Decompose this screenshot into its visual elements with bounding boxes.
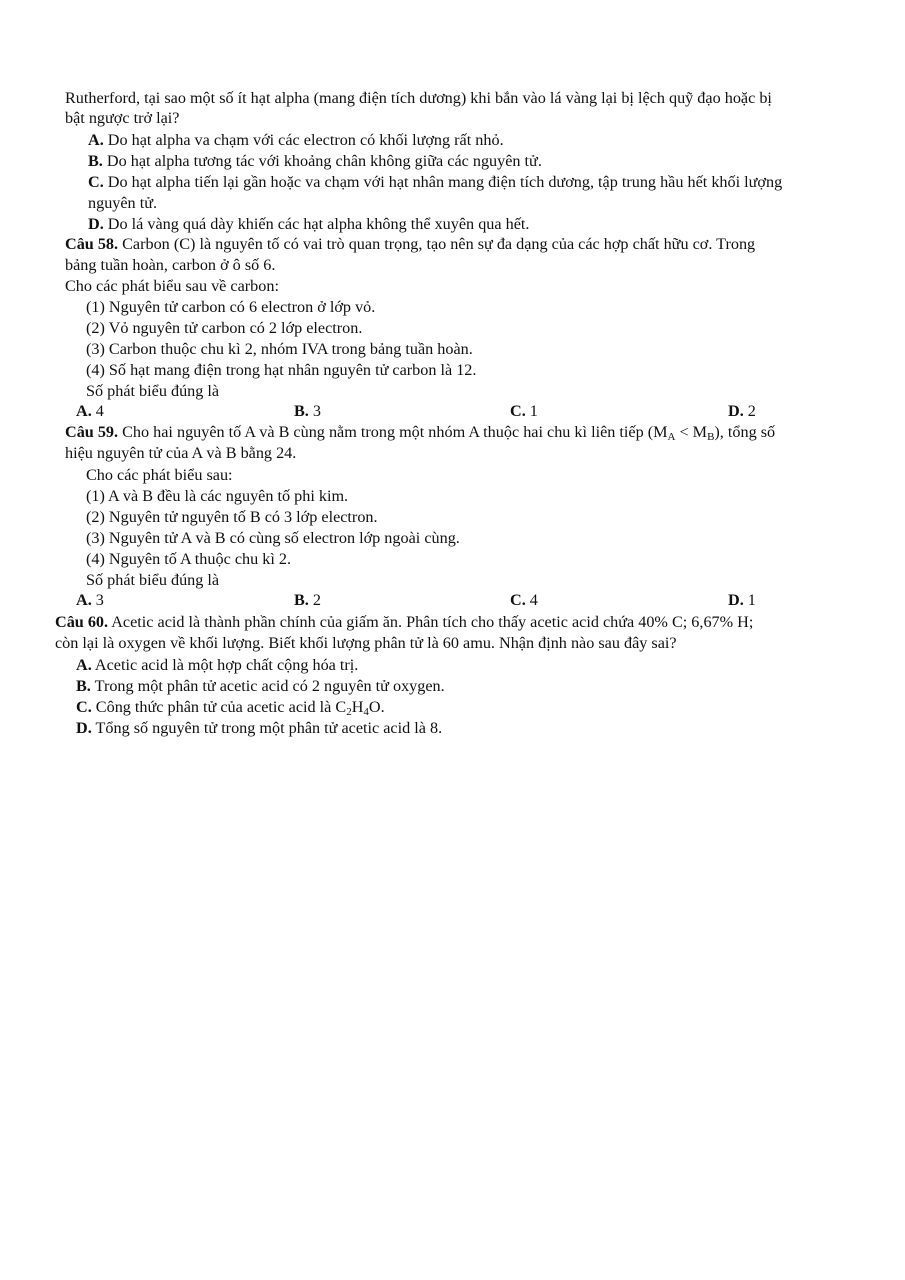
q57-option-b: [88, 151, 542, 171]
option-text: 4: [529, 591, 538, 609]
q58-statement-2: (2) Vỏ nguyên tử carbon có 2 lớp electron.: [86, 319, 363, 337]
option-text: Trong một phân tử acetic acid có 2 nguyên tử oxygen.: [94, 677, 445, 695]
q57-option-c: [88, 172, 782, 192]
q59-prompt: Số phát biểu đúng là: [86, 571, 220, 589]
q58-statement-4: (4) Số hạt mang điện trong hạt nhân nguyên tử carbon là 12.: [86, 361, 477, 379]
q59-stem-text-c: ), tổng số: [714, 423, 776, 441]
subscript-4: 4: [363, 706, 369, 718]
option-label: B.: [88, 152, 103, 170]
option-text: 4: [95, 402, 104, 420]
q57-stem-line-2: bật ngược trở lại?: [65, 109, 180, 127]
q58-option-d: [728, 401, 756, 421]
option-text-b: H: [351, 698, 364, 716]
option-label: D.: [76, 719, 92, 737]
option-text-c: O.: [368, 698, 385, 716]
option-label: C.: [76, 698, 92, 716]
question-number: Câu 60.: [55, 613, 109, 631]
q59-stem-text-b: < M: [675, 423, 708, 441]
option-label: A.: [88, 131, 104, 149]
q58-option-c: [510, 401, 538, 421]
q58-stem-text: Carbon (C) là nguyên tố có vai trò quan trọng, tạo nên sự đa dạng của các hợp chất hữu cơ. Trong: [122, 235, 756, 253]
option-text: Do hạt alpha tương tác với khoảng chân không giữa các nguyên tử.: [106, 152, 542, 170]
option-text: Tổng số nguyên tử trong một phân tử acetic acid là 8.: [95, 719, 443, 737]
option-label: A.: [76, 591, 92, 609]
question-number: Câu 59.: [65, 423, 119, 441]
option-text: Do hạt alpha tiến lại gần hoặc va chạm với hạt nhân mang điện tích dương, tập trung hầu hết khối lượng: [107, 173, 783, 191]
option-text: 3: [95, 591, 104, 609]
option-text-a: Công thức phân tử của acetic acid là C: [95, 698, 347, 716]
option-label: A.: [76, 656, 92, 674]
q59-option-a: [76, 590, 104, 610]
subscript-2: 2: [346, 706, 352, 718]
q60-option-c: [76, 697, 385, 717]
option-text: Acetic acid là một hợp chất cộng hóa trị.: [94, 656, 359, 674]
q59-stem-text-a: Cho hai nguyên tố A và B cùng nằm trong một nhóm A thuộc hai chu kì liên tiếp (M: [122, 423, 668, 441]
q59-stem-line-1: [65, 422, 775, 442]
q60-option-d: [76, 718, 442, 738]
option-label: B.: [294, 591, 309, 609]
option-label: D.: [728, 591, 744, 609]
option-label: B.: [294, 402, 309, 420]
q60-stem-text: Acetic acid là thành phần chính của giấm ăn. Phân tích cho thấy acetic acid chứa 40% C; 6,67% H;: [111, 613, 754, 631]
subscript-b: B: [707, 431, 715, 443]
q59-statement-1: (1) A và B đều là các nguyên tố phi kim.: [86, 487, 349, 505]
q57-option-d: [88, 214, 529, 234]
option-label: B.: [76, 677, 91, 695]
q59-statement-3: (3) Nguyên tử A và B có cùng số electron lớp ngoài cùng.: [86, 529, 460, 547]
q57-option-c-cont: nguyên tử.: [88, 194, 158, 212]
q57-option-a: [88, 130, 504, 150]
q60-option-b: [76, 676, 445, 696]
subscript-a: A: [667, 431, 676, 443]
question-number: Câu 58.: [65, 235, 119, 253]
option-text: 3: [312, 402, 321, 420]
q60-stem-line-2: còn lại là oxygen về khối lượng. Biết khối lượng phân tử là 60 amu. Nhận định nào sau đây sai?: [55, 634, 677, 652]
q59-stem-line-2: hiệu nguyên tử của A và B bằng 24.: [65, 444, 297, 462]
option-text: 2: [312, 591, 321, 609]
q59-option-c: [510, 590, 538, 610]
option-text: Do hạt alpha va chạm với các electron có khối lượng rất nhỏ.: [107, 131, 504, 149]
q58-stem-line-2: bảng tuần hoàn, carbon ở ô số 6.: [65, 256, 276, 274]
q59-option-d: [728, 590, 756, 610]
q58-option-b: [294, 401, 321, 421]
option-text: 2: [747, 402, 756, 420]
option-label: C.: [510, 402, 526, 420]
option-label: D.: [728, 402, 744, 420]
option-label: D.: [88, 215, 104, 233]
option-label: A.: [76, 402, 92, 420]
option-label: C.: [510, 591, 526, 609]
option-text: 1: [747, 591, 756, 609]
q58-statement-1: (1) Nguyên tử carbon có 6 electron ở lớp vỏ.: [86, 298, 376, 316]
q58-stem-line-1: [65, 234, 755, 254]
option-text: 1: [529, 402, 538, 420]
q60-option-a: [76, 655, 358, 675]
option-label: C.: [88, 173, 104, 191]
q59-statement-4: (4) Nguyên tố A thuộc chu kì 2.: [86, 550, 292, 568]
q59-intro: Cho các phát biểu sau:: [86, 466, 233, 484]
q59-statement-2: (2) Nguyên tử nguyên tố B có 3 lớp electron.: [86, 508, 378, 526]
q58-option-a: [76, 401, 104, 421]
q58-prompt: Số phát biểu đúng là: [86, 382, 220, 400]
option-text: Do lá vàng quá dày khiến các hạt alpha không thể xuyên qua hết.: [107, 215, 530, 233]
q58-intro: Cho các phát biểu sau về carbon:: [65, 277, 279, 295]
q58-statement-3: (3) Carbon thuộc chu kì 2, nhóm IVA trong bảng tuần hoàn.: [86, 340, 473, 358]
q60-stem-line-1: [55, 612, 753, 632]
q57-stem-line-1: Rutherford, tại sao một số ít hạt alpha (mang điện tích dương) khi bắn vào lá vàng lại bị lệch quỹ đạo hoặc bị: [65, 89, 772, 107]
q59-option-b: [294, 590, 321, 610]
